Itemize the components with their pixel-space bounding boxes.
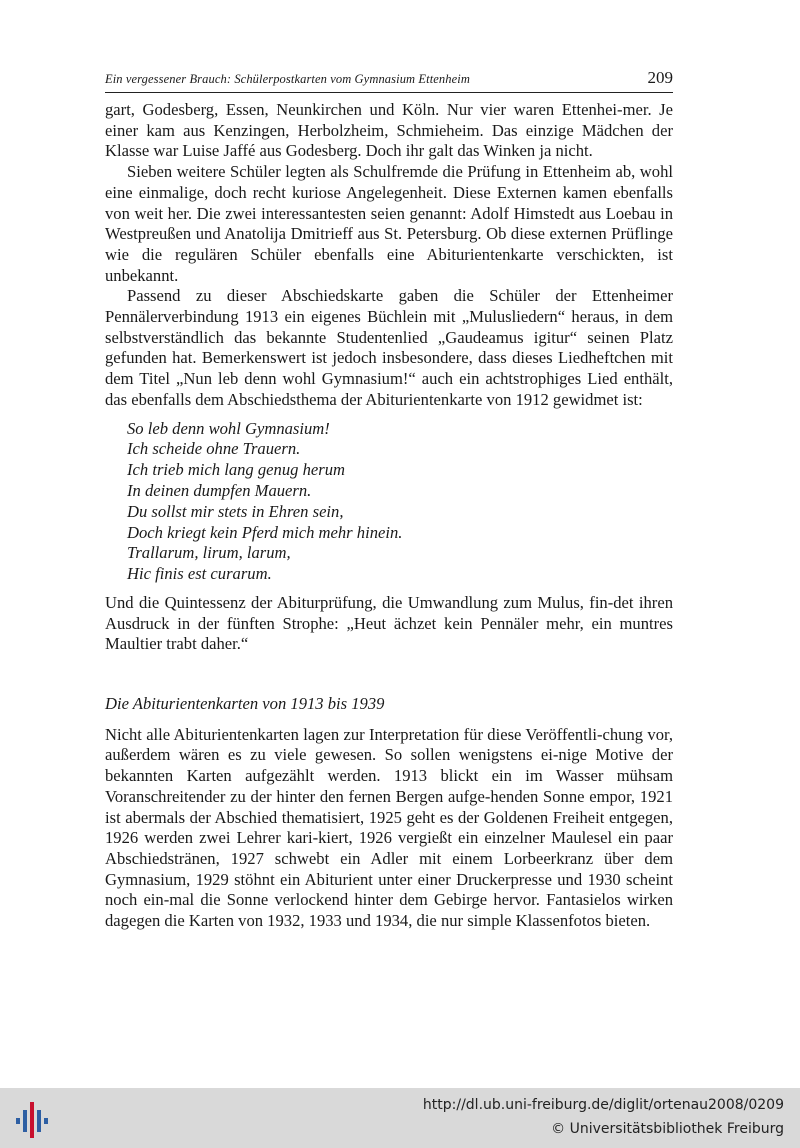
body-text [105, 100, 673, 932]
paragraph-4: Und die Quintessenz der Abiturprüfung, die Umwandlung zum Mulus, fin-det ihren Ausdruck in der fünften Strophe: „Heut ächzet kein Pennäler mehr, ein muntres Maultier trabt daher.“ [105, 592, 673, 654]
paragraph-3: Passend zu dieser Abschiedskarte gaben die Schüler der Ettenheimer Pennälerverbindung 1913 ein eigenes Büchlein mit „Mulusliedern“ heraus, in dem selbstverständlich das bekannte Studentenlied „Gaudeamus igitur“ seinen Platz gefunden hat. Bemerkenswert ist jedoch insbesondere, dass dieses Liedheftchen mit dem Titel „Nun leb denn wohl Gymnasium!“ auch ein achtstrophiges Lied enthält, das ebenfalls dem Abschiedsthema der Abiturientenkarte von 1912 gewidmet ist: [105, 286, 673, 409]
copyright-notice: © Universitätsbibliothek Freiburg [551, 1121, 784, 1137]
footer-bar [0, 1088, 800, 1148]
poem-line: Hic finis est curarum. [127, 564, 272, 584]
paragraph-5: Nicht alle Abiturientenkarten lagen zur Interpretation für diese Veröffentli-chung vor, außerdem wären es zu viele gewesen. So sollen wenigstens ei-nige Motive der bekannten Karten aufgezählt werden. 1913 blickt ein im Wasser mühsam Voranschreitender zu der hinter den fernen Bergen aufge-henden Sonne empor, 1921 ist abermals der Abschied thematisiert, 1925 geht es der Goldenen Freiheit entgegen, 1926 werden zwei Lehrer kari-kiert, 1926 vergießt ein einzelner Maulesel ein paar Abschiedstränen, 1927 schwebt ein Adler mit einem Lorbeerkranz über dem Gymnasium, 1929 stöhnt ein Abiturient unter einer Druckerpresse und 1930 scheint noch ein-mal die Sonne verlockend hinter dem Gebirge hervor. Fantasielos wirken dagegen die Karten von 1932, 1933 und 1934, die nur simple Klassenfotos bieten. [105, 724, 673, 931]
poem-line: In deinen dumpfen Mauern. [127, 480, 312, 500]
poem-line: Ich trieb mich lang genug herum [127, 460, 345, 480]
section-heading: Die Abiturientenkarten von 1913 bis 1939 [105, 694, 385, 714]
running-head [105, 66, 673, 93]
poem-line: Trallarum, lirum, larum, [127, 543, 291, 563]
poem [127, 419, 673, 585]
poem-line: Ich scheide ohne Trauern. [127, 439, 301, 459]
running-title: Ein vergessener Brauch: Schülerpostkarten vom Gymnasium Ettenheim [105, 72, 470, 86]
paragraph-2: Sieben weitere Schüler legten als Schulfremde die Prüfung in Ettenheim ab, wohl eine einmalige, doch recht kuriose Angelegenheit. Diese Externen kamen ebenfalls von weit her. Die zwei interessantesten seien genannt: Adolf Himstedt aus Loebau in Westpreußen und Anatolija Dmitrieff aus St. Petersburg. Ob diese externen Prüflinge wie die regulären Schüler ebenfalls eine Abiturientenkarte verschickten, ist unbekannt. [105, 162, 673, 285]
source-url-link[interactable]: http://dl.ub.uni-freiburg.de/diglit/ortenau2008/0209 [422, 1097, 784, 1113]
page-number: 209 [647, 68, 673, 87]
poem-line: Du sollst mir stets in Ehren sein, [127, 501, 344, 521]
poem-line: Doch kriegt kein Pferd mich mehr hinein. [127, 522, 403, 542]
poem-line: So leb denn wohl Gymnasium! [127, 418, 330, 438]
ub-freiburg-logo-icon[interactable] [14, 1100, 54, 1140]
paragraph-1: gart, Godesberg, Essen, Neunkirchen und Köln. Nur vier waren Ettenhei-mer. Je einer kam aus Kenzingen, Herbolzheim, Schmieheim. Das einzige Mädchen der Klasse war Luise Jaffé aus Godesberg. Doch ihr galt das Winken ja nicht. [105, 100, 673, 161]
